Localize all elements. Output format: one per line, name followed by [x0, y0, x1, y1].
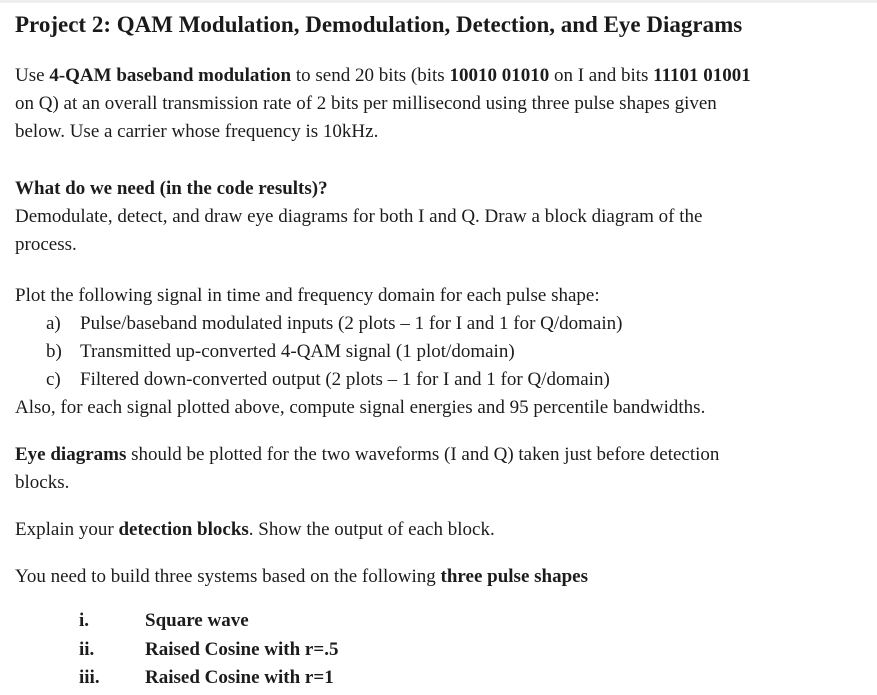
- intro-bits-q: 11101 01001: [653, 65, 751, 86]
- needs-heading: [15, 175, 702, 203]
- explain-bold: detection blocks: [118, 519, 249, 540]
- intro-line-2: on Q) at an overall transmission rate of 2 bits per millisecond using three pulse shapes given: [15, 93, 717, 114]
- eye-text: should be plotted for the two waveforms (I and Q) taken just before detection: [126, 444, 720, 465]
- list-item-text: Filtered down-converted output (2 plots – 1 for I and 1 for Q/domain): [80, 369, 610, 390]
- page-title: Project 2: QAM Modulation, Demodulation, Detection, and Eye Diagrams: [15, 12, 743, 37]
- intro-text: to send 20 bits (bits: [291, 65, 450, 86]
- needs-heading-text: What do we need (in the code results)?: [15, 178, 328, 199]
- plot-intro: Plot the following signal in time and frequency domain for each pulse shape:: [15, 285, 600, 306]
- explain-text: . Show the output of each block.: [248, 519, 495, 540]
- explain-text: Explain your: [15, 519, 119, 540]
- needs-line-1: Demodulate, detect, and draw eye diagrams for both I and Q. Draw a block diagram of the: [15, 206, 703, 227]
- list-marker: a): [46, 313, 61, 334]
- explain-line: [15, 516, 495, 544]
- pulse-shape-number: ii.: [79, 639, 95, 660]
- eye-line-2: blocks.: [15, 472, 70, 493]
- intro-paragraph: [15, 62, 751, 146]
- list-item: [46, 366, 622, 394]
- intro-line-1: [15, 62, 751, 90]
- plot-list: [46, 310, 622, 394]
- pulse-shape-label: Raised Cosine with r=.5: [145, 639, 339, 660]
- intro-bold-modulation: 4-QAM baseband modulation: [49, 65, 292, 86]
- intro-text: on I and bits: [549, 65, 654, 86]
- top-border: [0, 0, 877, 3]
- intro-text: Use: [15, 65, 50, 86]
- eye-section: [15, 441, 719, 497]
- eye-line-1: [15, 441, 719, 469]
- needs-line-2: process.: [15, 234, 77, 255]
- build-text: You need to build three systems based on the following: [15, 566, 441, 587]
- intro-bits-i: 10010 01010: [449, 65, 550, 86]
- list-item-text: Pulse/baseband modulated inputs (2 plots – 1 for I and 1 for Q/domain): [80, 313, 623, 334]
- needs-section: [15, 175, 702, 259]
- eye-bold: Eye diagrams: [15, 444, 127, 465]
- pulse-shape-number: i.: [79, 610, 90, 631]
- plot-also: Also, for each signal plotted above, compute signal energies and 95 percentile bandwidths.: [15, 397, 706, 418]
- list-item-text: Transmitted up-converted 4-QAM signal (1 plot/domain): [80, 341, 515, 362]
- list-item: [46, 310, 622, 338]
- intro-line-3: below. Use a carrier whose frequency is 10kHz.: [15, 121, 379, 142]
- build-line: [15, 563, 588, 591]
- list-marker: b): [46, 341, 62, 362]
- pulse-shape-number: iii.: [79, 667, 100, 688]
- pulse-shape-label: Raised Cosine with r=1: [145, 667, 334, 688]
- list-item: [46, 338, 622, 366]
- list-marker: c): [46, 369, 61, 390]
- build-bold: three pulse shapes: [440, 566, 588, 587]
- pulse-shape-label: Square wave: [145, 610, 249, 631]
